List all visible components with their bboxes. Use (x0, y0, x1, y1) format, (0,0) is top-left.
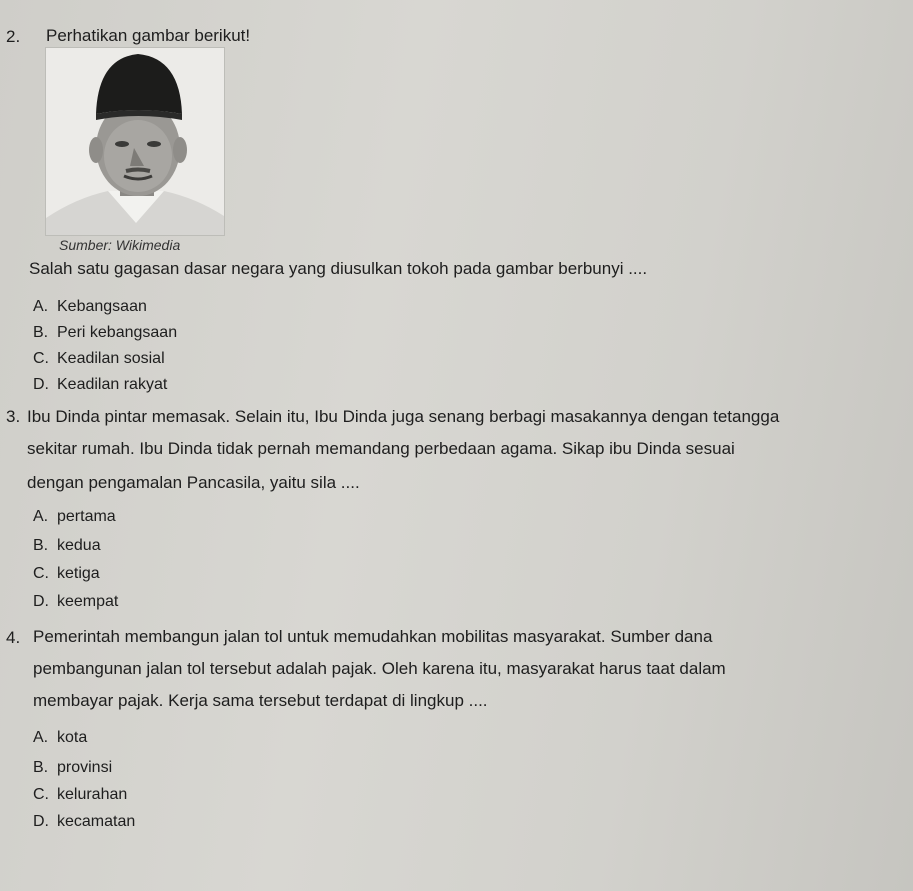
q3-line-3: dengan pengamalan Pancasila, yaitu sila .... (27, 473, 360, 492)
q2-option-b[interactable] (33, 324, 177, 342)
q3-option-c[interactable] (33, 565, 100, 583)
option-text: Keadilan rakyat (57, 376, 168, 393)
option-letter: B. (33, 759, 49, 776)
option-text: Peri kebangsaan (57, 324, 178, 341)
q4-option-d[interactable] (33, 813, 135, 831)
q4-number: 4. (6, 628, 21, 647)
option-letter: A. (33, 729, 49, 746)
q4-line-2: pembangunan jalan tol tersebut adalah pajak. Oleh karena itu, masyarakat harus taat dalam (33, 659, 726, 678)
option-letter: D. (33, 593, 49, 610)
q2-title: Perhatikan gambar berikut! (46, 26, 251, 45)
q4-option-a[interactable] (33, 729, 87, 747)
q4-option-c[interactable] (33, 786, 127, 804)
q4-line-3: membayar pajak. Kerja sama tersebut terdapat di lingkup .... (33, 691, 488, 710)
option-text: Keadilan sosial (57, 350, 165, 367)
option-letter: D. (33, 813, 49, 830)
option-letter: C. (33, 565, 49, 582)
option-text: kelurahan (57, 786, 128, 803)
q3-number: 3. (6, 407, 21, 426)
option-letter: A. (33, 298, 49, 315)
option-text: provinsi (57, 759, 113, 776)
portrait-photo (45, 47, 225, 236)
q3-option-a[interactable] (33, 508, 116, 526)
q3-line-1: Ibu Dinda pintar memasak. Selain itu, Ibu Dinda juga senang berbagi masakannya dengan tetangga (27, 407, 780, 426)
q4-line-1: Pemerintah membangun jalan tol untuk memudahkan mobilitas masyarakat. Sumber dana (33, 627, 713, 646)
option-text: keempat (57, 593, 119, 610)
q3-line-2: sekitar rumah. Ibu Dinda tidak pernah memandang perbedaan agama. Sikap ibu Dinda sesuai (27, 439, 735, 458)
q4-option-b[interactable] (33, 759, 112, 777)
q2-stem: Salah satu gagasan dasar negara yang diusulkan tokoh pada gambar berbunyi .... (29, 259, 648, 278)
option-text: pertama (57, 508, 116, 525)
photo-caption: Sumber: Wikimedia (59, 237, 181, 253)
option-letter: C. (33, 786, 49, 803)
q2-option-a[interactable] (33, 298, 147, 316)
q3-option-d[interactable] (33, 593, 118, 611)
option-letter: B. (33, 537, 49, 554)
option-text: kedua (57, 537, 101, 554)
option-text: ketiga (57, 565, 100, 582)
q2-option-d[interactable] (33, 376, 167, 394)
option-letter: B. (33, 324, 49, 341)
option-text: kecamatan (57, 813, 136, 830)
q3-option-b[interactable] (33, 537, 101, 555)
option-text: Kebangsaan (57, 298, 147, 315)
option-letter: A. (33, 508, 49, 525)
q2-option-c[interactable] (33, 350, 165, 368)
option-letter: D. (33, 376, 49, 393)
q2-number: 2. (6, 27, 21, 46)
option-text: kota (57, 729, 88, 746)
option-letter: C. (33, 350, 49, 367)
